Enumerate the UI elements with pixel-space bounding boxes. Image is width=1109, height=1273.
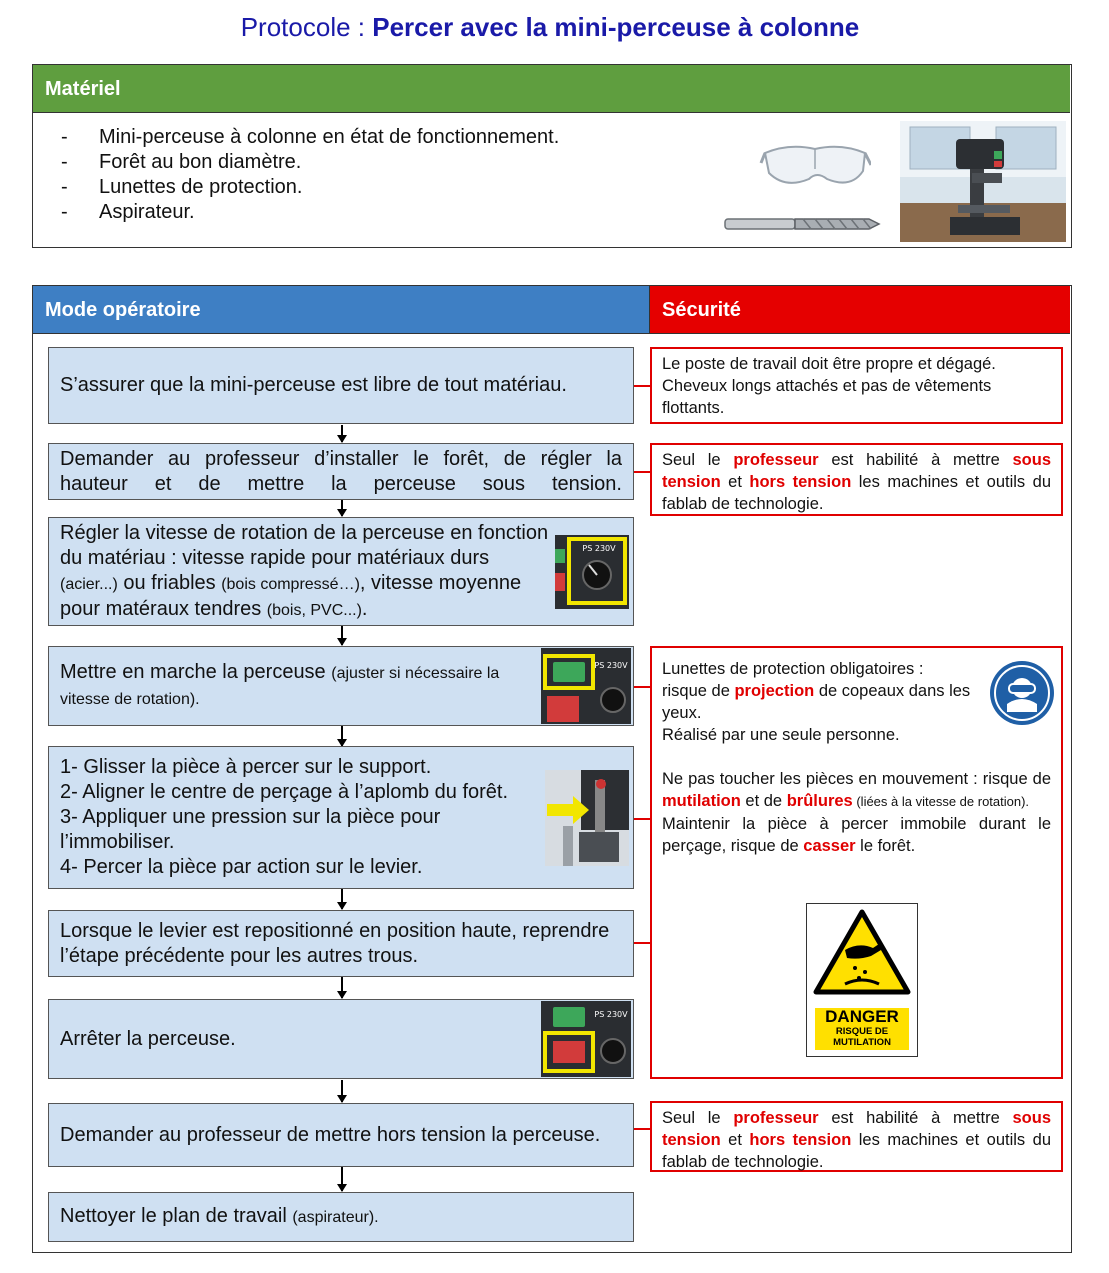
step-6 xyxy=(48,910,634,977)
mode-operatoire-header: Mode opératoire xyxy=(33,286,650,334)
safety-text: risque de projection de copeaux dans les yeux. xyxy=(662,682,971,722)
step-text: Arrêter la perceuse. xyxy=(60,1027,236,1050)
safety-text: Lunettes de protection obligatoires : xyxy=(662,660,924,678)
speed-knob-image xyxy=(555,535,629,609)
connector-line xyxy=(634,942,650,944)
safety-text: Ne pas toucher les pièces en mouvement : risque de mutilation et de brûlures (liées à la vitesse de rotation). xyxy=(662,770,1051,810)
flow-arrow xyxy=(341,977,343,998)
step-text: Lorsque le levier est repositionné en position haute, reprendre l’étape précédente pour les autres trous. xyxy=(60,919,610,967)
danger-sign xyxy=(806,903,918,1057)
step-5 xyxy=(48,746,634,889)
step-1 xyxy=(48,347,634,424)
goggles-mandatory-icon xyxy=(989,660,1055,726)
step-2 xyxy=(48,443,634,500)
safety-glasses-image xyxy=(759,135,871,193)
safety-box-workspace: Le poste de travail doit être propre et dégagé. Cheveux longs attachés et pas de vêtements flottants. xyxy=(650,347,1063,424)
connector-line xyxy=(634,686,650,688)
step-3 xyxy=(48,517,634,626)
step-text: Nettoyer le plan de travail (aspirateur). xyxy=(60,1205,379,1227)
list-item: - Mini-perceuse à colonne en état de fonctionnement. xyxy=(61,126,560,148)
list-item: - Lunettes de protection. xyxy=(61,176,303,198)
flow-arrow xyxy=(341,889,343,909)
flow-arrow xyxy=(341,425,343,442)
start-button-image xyxy=(541,648,631,724)
flow-arrow xyxy=(341,626,343,645)
step-text: Mettre en marche la perceuse (ajuster si nécessaire la vitesse de rotation). xyxy=(60,661,500,708)
flow-arrow xyxy=(341,726,343,746)
step-text: Régler la vitesse de rotation de la perceuse en fonction du matériau : vitesse rapide pour matériaux durs (acier...) ou friables (bois compressé…), vitesse moyenne pour matéraux tendres (bois, PVC...). xyxy=(60,521,549,620)
svg-text:PS 230V: PS 230V xyxy=(594,1010,628,1019)
safety-text: Réalisé par une seule personne. xyxy=(662,726,900,744)
safety-box-power-off: Seul le professeur est habilité à mettre sous tension et hors tension les machines et outils du fablab de technologie. xyxy=(650,1101,1063,1172)
flow-arrow xyxy=(341,1080,343,1102)
danger-label: DANGER RISQUE DE MUTILATION xyxy=(815,1008,909,1050)
step-text: 1- Glisser la pièce à percer sur le support. 2- Aligner le centre de perçage à l’aplomb du forêt. 3- Appliquer une pression sur la pièce pour l’immobiliser. 4- Percer la pièce par action sur le levier. xyxy=(60,756,509,878)
drill-press-image xyxy=(900,121,1066,242)
flow-arrow xyxy=(341,1167,343,1191)
svg-text:PS 230V: PS 230V xyxy=(594,661,628,670)
mutilation-warning-icon xyxy=(807,904,917,1004)
materiel-header: Matériel xyxy=(33,65,1070,113)
drill-bit-image xyxy=(723,215,881,233)
step-7 xyxy=(48,999,634,1079)
connector-line xyxy=(634,471,650,473)
stop-button-image xyxy=(541,1001,631,1077)
materiel-section xyxy=(32,64,1072,248)
safety-box-power-on: Seul le professeur est habilité à mettre sous tension et hors tension les machines et outils du fablab de technologie. xyxy=(650,443,1063,516)
step-text: Demander au professeur d’installer le forêt, de régler la hauteur et de mettre la perceuse sous tension. xyxy=(60,447,622,495)
page-title: Protocole : Percer avec la mini-perceuse à colonne xyxy=(240,12,860,42)
step-4 xyxy=(48,646,634,726)
safety-text: Maintenir la pièce à percer immobile durant le perçage, risque de casser le forêt. xyxy=(662,815,1051,855)
materiel-list xyxy=(61,125,559,225)
securite-header: Sécurité xyxy=(650,286,1070,334)
safety-box-operation xyxy=(650,646,1063,1079)
svg-text:PS 230V: PS 230V xyxy=(582,543,616,553)
connector-line xyxy=(634,385,650,387)
lever-image xyxy=(545,770,629,866)
connector-line xyxy=(634,818,650,820)
list-item: - Forêt au bon diamètre. xyxy=(61,151,302,173)
step-text: S’assurer que la mini-perceuse est libre de tout matériau. xyxy=(60,374,567,396)
step-9 xyxy=(48,1192,634,1242)
flow-arrow xyxy=(341,500,343,516)
list-item: - Aspirateur. xyxy=(61,201,195,223)
connector-line xyxy=(634,1128,650,1130)
step-8 xyxy=(48,1103,634,1167)
step-text: Demander au professeur de mettre hors tension la perceuse. xyxy=(60,1124,601,1146)
